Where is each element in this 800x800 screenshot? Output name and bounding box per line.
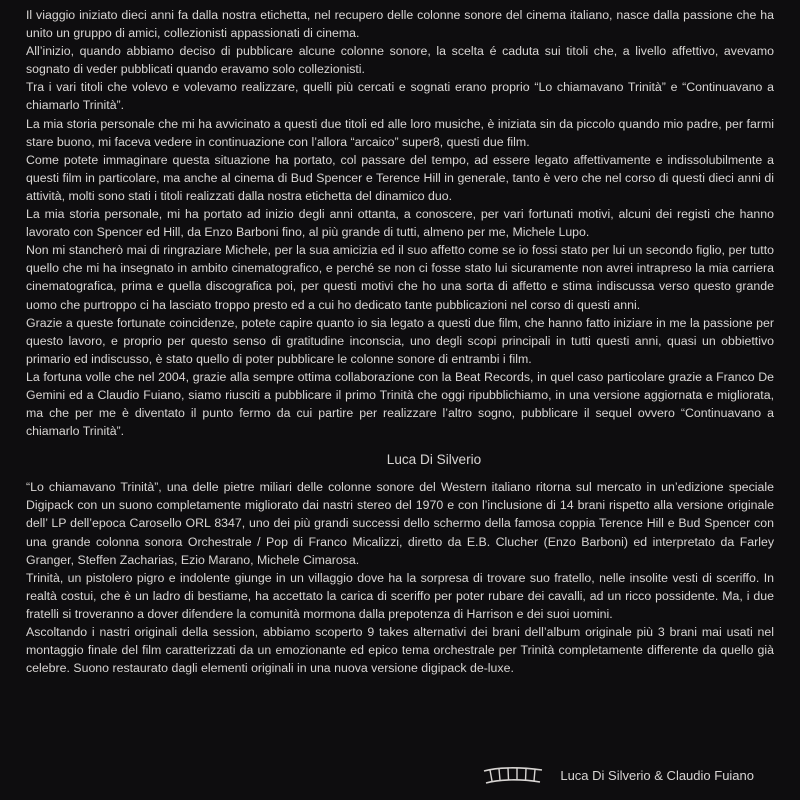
paragraph: Come potete immaginare questa situazione ha portato, col passare del tempo, ad essere legato affettivamente e indissolubilmente a questi film in particolare, ma anche al cinema di Bud Spencer e Terence Hill in generale, tanto è vero che nel corso di questi dieci anni di attività, molti sono stati i titoli realizzati dalla nostra etichetta del dinamico duo. <box>26 152 774 203</box>
paragraph: Trinità, un pistolero pigro e indolente giunge in un villaggio dove ha la sorpresa di trovare suo fratello, nelle insolite vesti di sceriffo. In realtà costui, che è un ladro di bestiame, ha accettato la carica di sceriffo per poter rubare dei cavalli, ad un ricco possidente. Ma, i due fratelli si troveranno a dover difendere la comunità mormona dalla prepotenza di Harrison e dei suoi uomini. <box>26 570 774 621</box>
author-signature: Luca Di Silverio <box>386 452 482 468</box>
paragraph: Non mi stancherò mai di ringraziare Michele, per la sua amicizia ed il suo affetto come se io fossi stato per lui un secondo figlio, per tutto quello che mi ha insegnato in ambito cinematografico, e perché se non ci fosse stato lui sicuramente non avrei intrapreso la mia carriera cinematografica, prima e quella discografica poi, per questi motivi che ho una sorta di affetto e stima indiscussa verso questo grande uomo che purtroppo ci ha lasciato troppo presto ed a cui ho dedicato tante pubblicazioni nel corso di questi anni. <box>26 243 774 312</box>
paragraph: Grazie a queste fortunate coincidenze, potete capire quanto io sia legato a questi due film, che hanno fatto iniziare in me la passione per questo lavoro, e proprio per questo senso di gratitudine inconscia, uno degli scopi principali in tutti questi anni, quasi un obbiettivo primario ed indiscusso, è stato quello di poter pubblicare le colonne sonore di entrambi i film. <box>26 315 774 366</box>
paragraph: Ascoltando i nastri originali della session, abbiamo scoperto 9 takes alternativi dei brani dell’album originale più 3 brani mai usati nel montaggio finale del film caratterizzati da un emozionante ed epico tema orchestrale per Trinità completamente differente da quello già celebre. Suono restaurato dagli elementi originali in una nuova versione digipack de-luxe. <box>26 625 774 676</box>
paragraph: “Lo chiamavano Trinità”, una delle pietre miliari delle colonne sonore del Western italiano ritorna sul mercato in un’edizione speciale Digipack con un suono completamente migliorato dai nastri stereo del 1970 e con l’inclusione di 14 brani rispetto alla versione originale dell’ LP dell’epoca Carosello ORL 8347, uno dei più grandi successi dello schermo della famosa coppia Terence Hill e Bud Spencer con una grande colonna sonora Orchestrale / Pop di Franco Micalizzi, diretto da E.B. Clucher (Enzo Barboni) ed interpretato da Farley Granger, Steffen Zacharias, Ezio Marano, Michele Cimarosa. <box>26 480 774 567</box>
intro-text <box>26 6 774 440</box>
paragraph: All’inizio, quando abbiamo deciso di pubblicare alcune colonne sonore, la scelta é caduta sui titoli che, a livello affettivo, avevamo sognato di veder pubblicati quando eravamo solo collezionisti. <box>26 44 774 77</box>
paragraph: Tra i vari titoli che volevo e volevamo realizzare, quelli più cercati e sognati erano proprio “Lo chiamavano Trinità” e “Continuavano a chiamarlo Trinità”. <box>26 80 774 113</box>
paragraph: La mia storia personale che mi ha avvicinato a questi due titoli ed alle loro musiche, è iniziata sin da piccolo quando mio padre, per farmi stare buono, mi faceva vedere in continuazione con l’allora “arcaico” super8, questi due film. <box>26 116 774 149</box>
album-description <box>26 478 774 677</box>
film-strip-logo-icon <box>480 764 546 788</box>
paragraph: La mia storia personale, mi ha portato ad inizio degli anni ottanta, a conoscere, per vari fortunati motivi, alcuni dei registi che hanno lavorato con Spencer ed Hill, da Enzo Barboni fino, al più grande di tutti, almeno per me, Michele Lupo. <box>26 207 774 240</box>
paragraph: La fortuna volle che nel 2004, grazie alla sempre ottima collaborazione con la Beat Records, in quel caso particolare grazie a Franco De Gemini ed a Claudio Fuiano, siamo riusciti a pubblicare il primo Trinità che oggi ripubblichiamo, in una versione aggiornata e migliorata, ma che per me è diventato il punto fermo da cui partire per realizzare l’altro sogno, pubblicare il sequel ovvero “Continuavano a chiamarlo Trinità”. <box>26 369 774 439</box>
credits-footer <box>480 764 754 788</box>
paragraph: Il viaggio iniziato dieci anni fa dalla nostra etichetta, nel recupero delle colonne sonore del cinema italiano, nasce dalla passione che ha unito un gruppo di amici, collezionisti appassionati di cinema. <box>26 8 774 41</box>
credit-names: Luca Di Silverio & Claudio Fuiano <box>560 768 754 783</box>
